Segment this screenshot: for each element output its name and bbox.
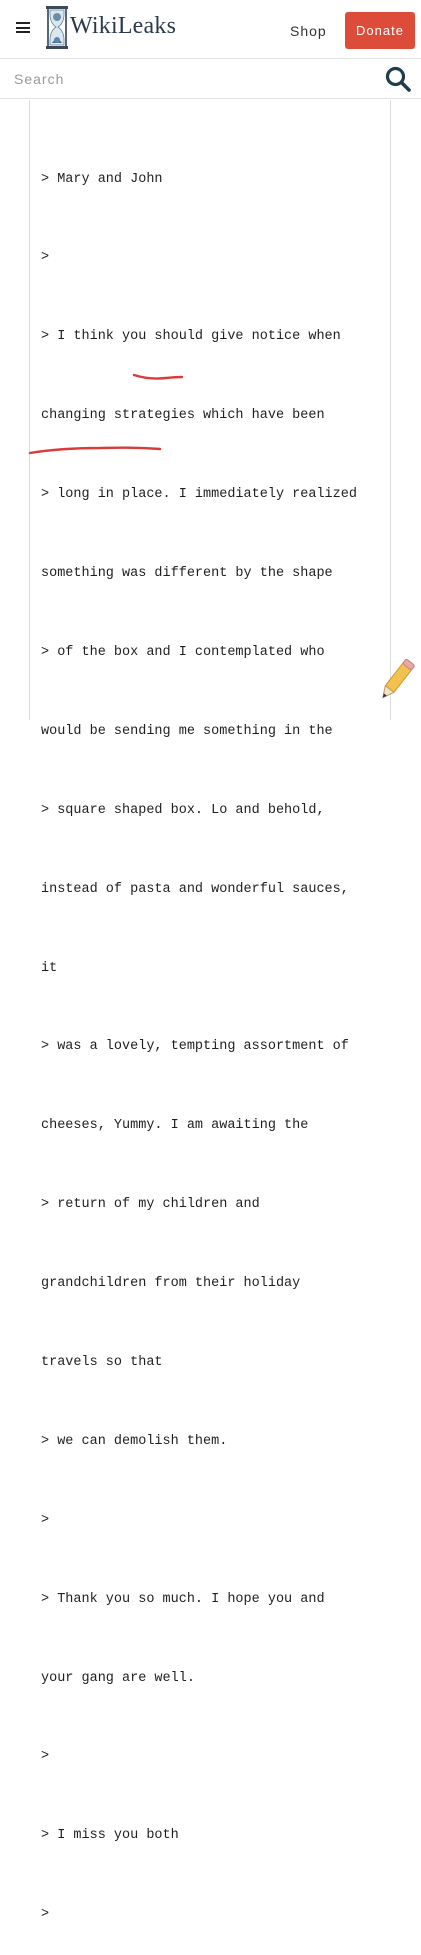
email-line: changing strategies which have been	[41, 408, 325, 424]
email-line: > square shaped box. Lo and behold,	[41, 802, 325, 818]
email-line: instead of pasta and wonderful sauces,	[41, 881, 349, 897]
email-line: travels so that	[41, 1354, 163, 1370]
email-line: > I miss you both	[41, 1828, 179, 1844]
donate-button[interactable]: Donate	[345, 12, 415, 49]
email-line: >	[41, 250, 50, 266]
email-line: something was different by the shape	[41, 566, 333, 582]
email-line: >	[41, 1749, 50, 1765]
email-line: > I think you should give notice when	[41, 329, 341, 345]
email-line: grandchildren from their holiday	[41, 1276, 301, 1292]
search-icon[interactable]	[384, 65, 412, 93]
email-line: cheeses, Yummy. I am awaiting the	[41, 1118, 309, 1134]
email-line: > was a lovely, tempting assortment of	[41, 1039, 349, 1055]
email-line: > Mary and John	[41, 171, 163, 187]
email-line: > of the box and I contemplated who	[41, 644, 325, 660]
email-body	[41, 114, 391, 1955]
email-line: >	[41, 1907, 50, 1923]
search-input[interactable]	[12, 67, 366, 91]
search-bar	[0, 59, 421, 99]
site-brand[interactable]: WikiLeaks	[70, 13, 177, 39]
hourglass-logo[interactable]	[44, 5, 70, 50]
markup-pencil-icon[interactable]	[376, 655, 416, 705]
email-line: > Thank you so much. I hope you and	[41, 1591, 325, 1607]
email-line: > long in place. I immediately realized	[41, 487, 357, 503]
email-line: > return of my children and	[41, 1197, 260, 1213]
site-header	[0, 0, 421, 59]
shop-link[interactable]: Shop	[290, 23, 327, 39]
email-line: >	[41, 1512, 50, 1528]
email-line: would be sending me something in the	[41, 723, 333, 739]
email-line: it	[41, 960, 58, 976]
email-line: > we can demolish them.	[41, 1433, 228, 1449]
hamburger-icon[interactable]	[16, 22, 30, 33]
email-line: your gang are well.	[41, 1670, 195, 1686]
